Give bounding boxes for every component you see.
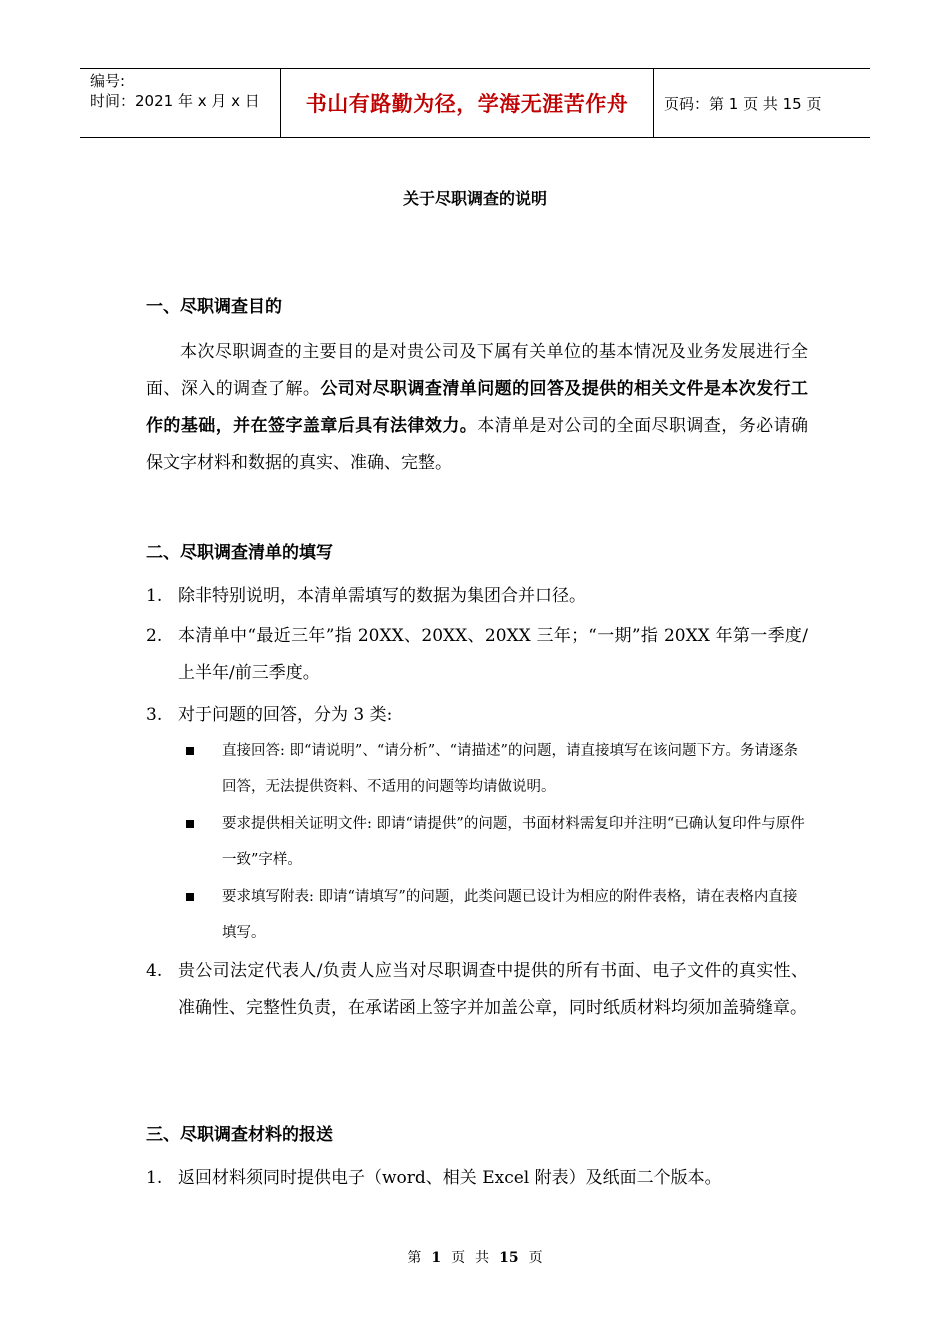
section3-heading: 三、尽职调查材料的报送	[146, 1125, 333, 1145]
bullet-square	[186, 893, 194, 901]
list-item-number: 2.	[146, 626, 163, 646]
footer-page-number: 1	[431, 1250, 442, 1266]
serial-label: 编号:	[90, 72, 126, 90]
footer-word: 页	[528, 1250, 543, 1266]
date-label: 时间：2021 年 x 月 x 日	[90, 92, 260, 110]
list-item-text: 返回材料须同时提供电子（word、相关 Excel 附表）及纸面二个版本。	[178, 1168, 722, 1188]
bullet-text: 要求填写附表: 即请“请填写”的问题，此类问题已设计为相应的附件表格，请在表格内直接填写。	[222, 889, 798, 941]
section1-text-bold: 公司对尽职调查清单问题的回答及提供的相关文件是本次发行工作的基础，并在签字盖章后具有法律效力。	[146, 379, 809, 436]
header-page-cell	[654, 69, 870, 137]
list-item-number: 1.	[146, 1168, 163, 1188]
page-code: 页码：第 1 页 共 15 页	[664, 94, 822, 113]
motto: 书山有路勤为径，学海无涯苦作舟	[305, 92, 629, 116]
page-header	[80, 68, 870, 138]
bullet-square	[186, 820, 194, 828]
list-item-number: 4.	[146, 961, 163, 981]
bullet-text: 要求提供相关证明文件: 即请“请提供”的问题，书面材料需复印并注明“已确认复印件与原件一致”字样。	[222, 816, 805, 868]
section2-heading: 二、尽职调查清单的填写	[146, 543, 333, 563]
header-meta	[80, 69, 280, 137]
header-motto-cell	[280, 69, 654, 137]
footer-word: 共	[475, 1250, 490, 1266]
list-item-text: 对于问题的回答，分为 3 类:	[178, 705, 393, 725]
list-item-text: 贵公司法定代表人/负责人应当对尽职调查中提供的所有书面、电子文件的真实性、准确性、完整性负责，在承诺函上签字并加盖公章，同时纸质材料均须加盖骑缝章。	[178, 961, 808, 1018]
document-title: 关于尽职调查的说明	[402, 189, 547, 208]
list-item-number: 1.	[146, 586, 163, 606]
section1-paragraph	[146, 334, 808, 482]
section1-text-1: 本次尽职调查的主要目的是对贵公司及下属有关单位的基本情况及业务发展进行全面、深入的调查了解。	[146, 342, 808, 399]
footer-total-pages: 15	[499, 1250, 519, 1266]
list-item-text: 除非特别说明，本清单需填写的数据为集团合并口径。	[178, 586, 586, 606]
footer-word: 第	[407, 1250, 422, 1266]
bullet-square	[186, 747, 194, 755]
section1-text-2: 本清单是对公司的全面尽职调查，务必请确保文字材料和数据的真实、准确、完整。	[146, 416, 809, 473]
bullet-text: 直接回答: 即“请说明”、“请分析”、“请描述”的问题，请直接填写在该问题下方。务请逐条回答，无法提供资料、不适用的问题等均请做说明。	[222, 743, 798, 795]
list-item-text: 本清单中“最近三年”指 20XX、20XX、20XX 三年；“一期”指 20XX 年第一季度/上半年/前三季度。	[178, 626, 808, 683]
list-item-number: 3.	[146, 705, 163, 725]
footer-word: 页	[451, 1250, 466, 1266]
page-footer	[0, 1247, 950, 1267]
section1-heading: 一、尽职调查目的	[146, 297, 282, 317]
